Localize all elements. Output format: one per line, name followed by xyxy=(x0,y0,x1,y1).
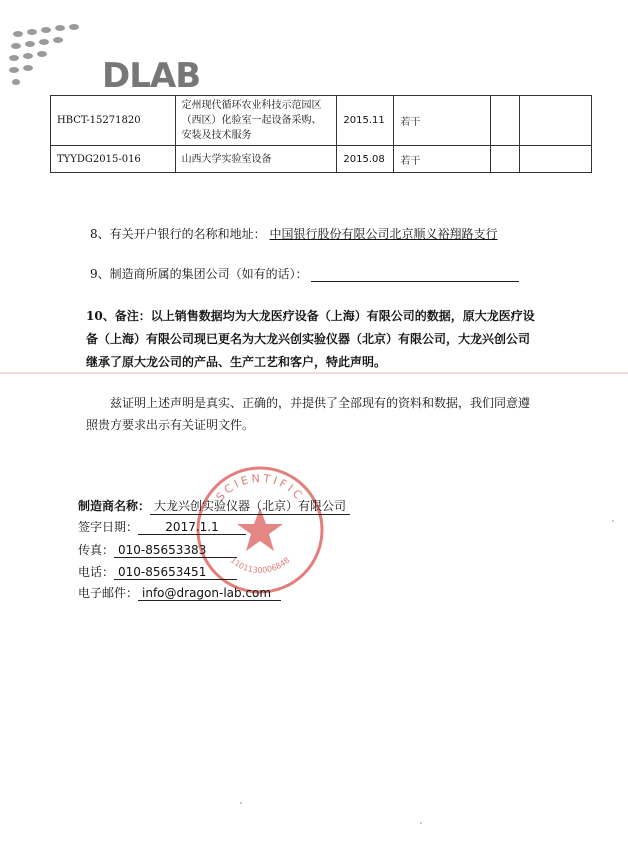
date-value: 2017.1.1 xyxy=(138,520,246,535)
email-label: 电子邮件： xyxy=(78,586,139,600)
note-block xyxy=(86,305,536,374)
svg-text:SCIENTIFIC: SCIENTIFIC xyxy=(213,471,307,504)
group-line xyxy=(90,265,519,282)
group-label: 9、制造商所属的集团公司（如有的话）： xyxy=(90,267,308,281)
bank-label: 8、有关开户银行的名称和地址： xyxy=(90,227,266,241)
empty-cell xyxy=(490,96,519,146)
empty-cell xyxy=(490,146,519,173)
project-quantity: 若干 xyxy=(394,96,490,146)
date-line xyxy=(78,518,246,535)
phone-label: 电话： xyxy=(78,565,115,579)
scan-band xyxy=(0,372,628,374)
scan-speck xyxy=(420,822,422,824)
scan-speck xyxy=(612,520,614,522)
project-code: TYYDG2015-016 xyxy=(51,146,176,173)
table-row xyxy=(51,96,592,146)
project-name: 定州现代循环农业科技示范园区（西区）化验室一起设备采购、安装及技术服务 xyxy=(175,96,337,146)
sales-table xyxy=(50,95,592,173)
maker-line xyxy=(78,497,350,515)
declaration-text: 兹证明上述声明是真实、正确的，并提供了全部现有的资料和数据，我们同意遵照贵方要求出示有关证明文件。 xyxy=(86,396,531,432)
note-text: 以上销售数据均为大龙医疗设备（上海）有限公司的数据，原大龙医疗设备（上海）有限公司现已更名为大龙兴创实验仪器（北京）有限公司，大龙兴创公司继承了原大龙公司的产品、生产工艺和客户，特此声明。 xyxy=(86,309,535,369)
phone-value: 010-85653451 xyxy=(114,565,237,580)
fax-value: 010-85653383 xyxy=(114,543,237,558)
empty-cell xyxy=(519,96,592,146)
email-line xyxy=(78,584,281,601)
bank-value: 中国银行股份有限公司北京顺义裕翔路支行 xyxy=(269,227,498,241)
maker-value: 大龙兴创实验仪器（北京）有限公司 xyxy=(150,497,350,515)
maker-label: 制造商名称： xyxy=(78,499,151,513)
note-label: 10、备注： xyxy=(86,309,151,323)
company-logo: DLAB xyxy=(102,56,201,96)
project-code: HBCT-15271820 xyxy=(51,96,176,146)
project-date: 2015.11 xyxy=(337,96,394,146)
logo-dots-icon xyxy=(6,24,96,94)
email-value: info@dragon-lab.com xyxy=(138,586,281,601)
fax-label: 传真： xyxy=(78,543,115,557)
empty-cell xyxy=(519,146,592,173)
group-blank xyxy=(311,268,519,282)
svg-text:1101130006848: 1101130006848 xyxy=(228,555,292,575)
table-row xyxy=(51,146,592,173)
project-name: 山西大学实验室设备 xyxy=(175,146,337,173)
fax-line xyxy=(78,541,237,558)
project-quantity: 若干 xyxy=(394,146,490,173)
scan-speck xyxy=(240,802,242,804)
bank-line xyxy=(90,225,497,242)
phone-line xyxy=(78,563,237,580)
date-label: 签字日期： xyxy=(78,520,139,534)
project-date: 2015.08 xyxy=(337,146,394,173)
